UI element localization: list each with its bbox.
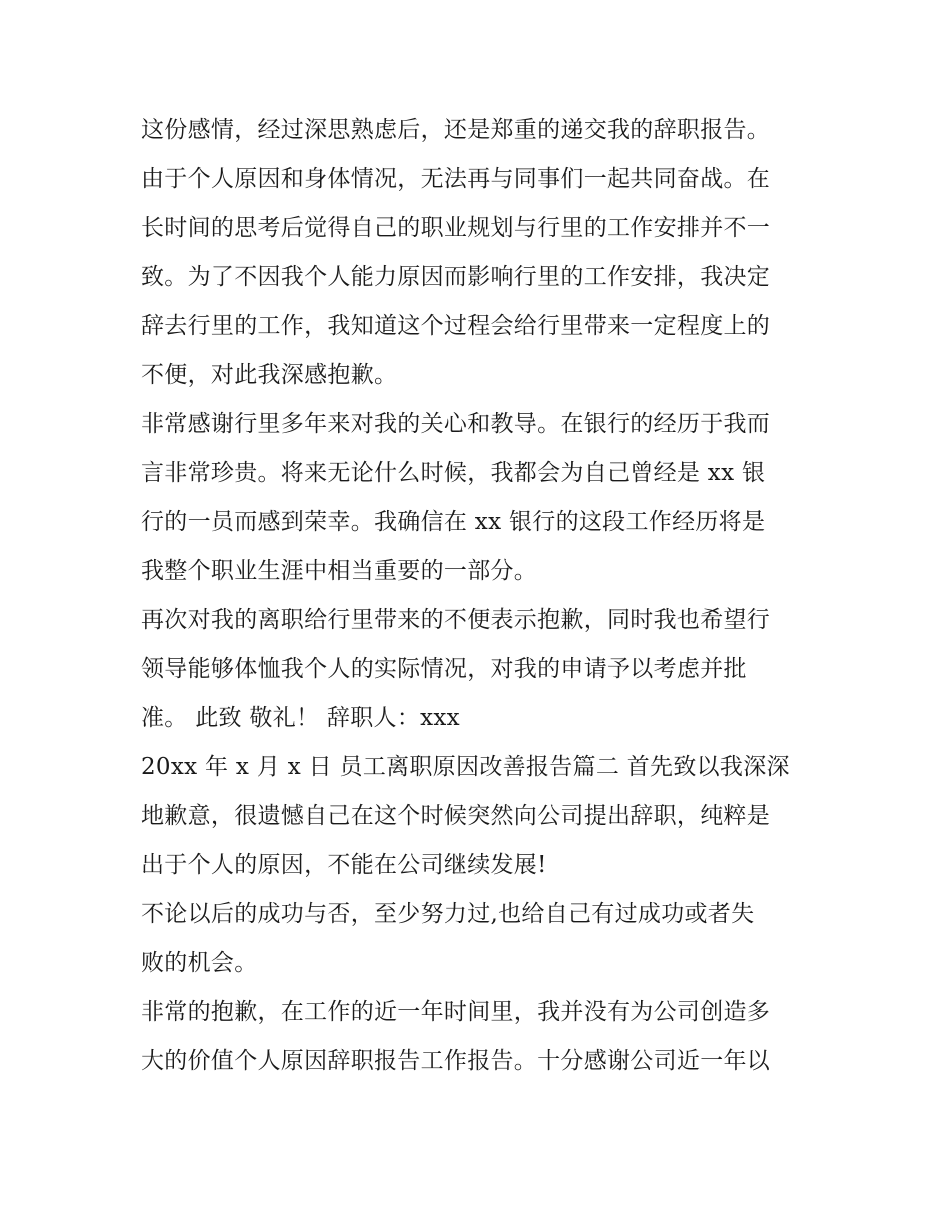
document-body bbox=[141, 106, 821, 1086]
text-line: 领导能够体恤我个人的实际情况，对我的申请予以考虑并批 bbox=[141, 656, 747, 682]
text-line: 长时间的思考后觉得自己的职业规划与行里的工作安排并不一 bbox=[141, 215, 771, 241]
text-line: 不论以后的成功与否，至少努力过,也给自己有过成功或者失 bbox=[141, 901, 755, 927]
text-line: 辞去行里的工作，我知道这个过程会给行里带来一定程度上的 bbox=[141, 313, 771, 339]
text-line: 非常感谢行里多年来对我的关心和教导。在银行的经历于我而 bbox=[141, 411, 771, 437]
text-line: 败的机会。 bbox=[141, 950, 258, 976]
text-line: 由于个人原因和身体情况，无法再与同事们一起共同奋战。在 bbox=[141, 166, 771, 192]
text-line: 再次对我的离职给行里带来的不便表示抱歉，同时我也希望行 bbox=[141, 607, 771, 633]
text-line: 出于个人的原因，不能在公司继续发展! bbox=[141, 852, 547, 878]
text-line: 大的价值个人原因辞职报告工作报告。十分感谢公司近一年以 bbox=[141, 1048, 771, 1074]
text-line: 我整个职业生涯中相当重要的一部分。 bbox=[141, 558, 538, 584]
text-line: 这份感情，经过深思熟虑后，还是郑重的递交我的辞职报告。 bbox=[141, 117, 771, 143]
text-line: 20xx 年 x 月 x 日 员工离职原因改善报告篇二 首先致以我深深 bbox=[141, 754, 790, 780]
text-line: 行的一员而感到荣幸。我确信在 xx 银行的这段工作经历将是 bbox=[141, 509, 766, 535]
text-line: 准。 此致 敬礼！ 辞职人：xxx bbox=[141, 705, 460, 731]
text-line: 不便，对此我深感抱歉。 bbox=[141, 362, 398, 388]
text-line: 言非常珍贵。将来无论什么时候，我都会为自己曾经是 xx 银 bbox=[141, 460, 766, 486]
text-line: 致。为了不因我个人能力原因而影响行里的工作安排，我决定 bbox=[141, 264, 771, 290]
text-line: 地歉意，很遗憾自己在这个时候突然向公司提出辞职，纯粹是 bbox=[141, 803, 771, 829]
text-line: 非常的抱歉，在工作的近一年时间里，我并没有为公司创造多 bbox=[141, 999, 771, 1025]
